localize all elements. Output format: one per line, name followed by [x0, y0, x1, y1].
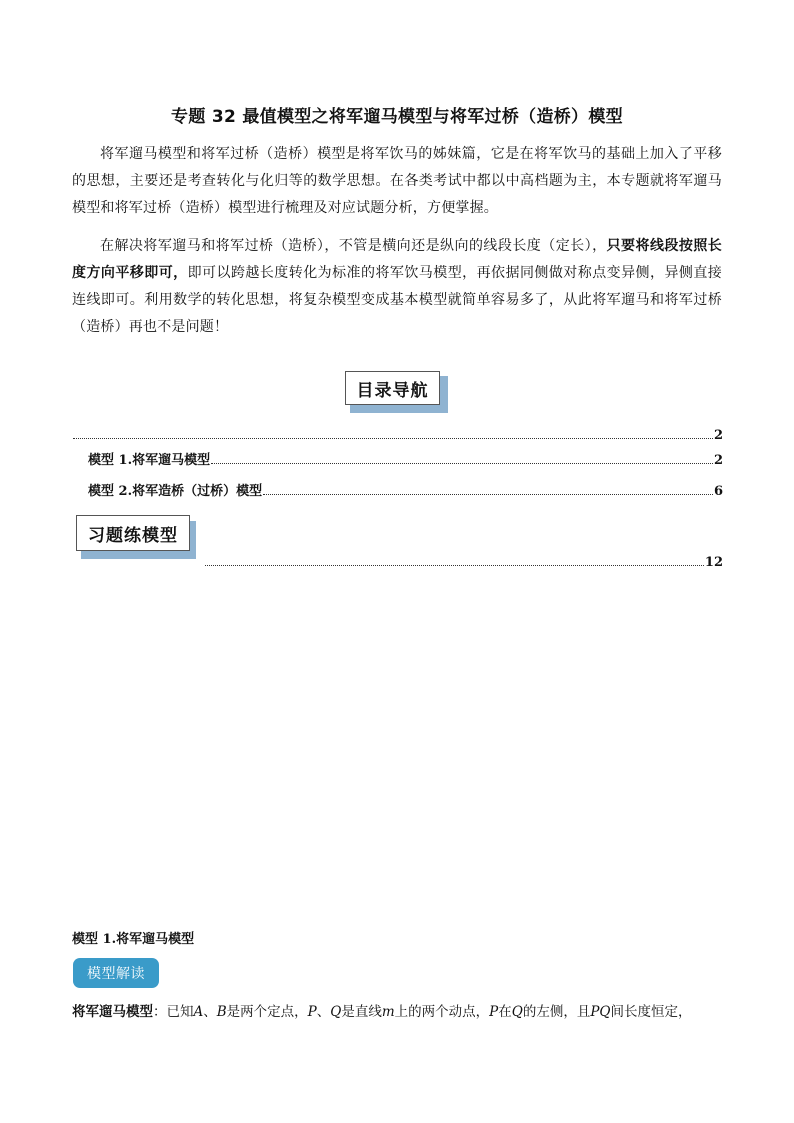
intro-paragraph-1: 将军遛马模型和将军过桥（造桥）模型是将军饮马的姊妹篇，它是在将军饮马的基础上加入了平移的思想，主要还是考查转化与化归等的数学思想。在各类考试中都以中高档题为主，本专题就将军遛马模型和将军过桥（造桥）模型进行梳理及对应试题分析，方便掌握。	[72, 146, 722, 216]
toc-practice-leader	[205, 565, 704, 566]
toc-entry-3-leader	[263, 494, 713, 495]
toc-entry-1-page: 2	[713, 428, 723, 443]
toc-entry-3[interactable]	[88, 479, 723, 499]
segment-pq: PQ	[590, 1004, 611, 1020]
definition-text: 是两个定点，	[226, 1004, 308, 1020]
point-p: P	[307, 1004, 317, 1020]
definition-lead: 将军遛马模型	[72, 1004, 153, 1020]
point-q: Q	[330, 1004, 342, 1020]
point-q: Q	[511, 1004, 523, 1020]
definition-text: 、	[203, 1004, 217, 1020]
line-m: m	[381, 1004, 395, 1020]
definition-text: ：已知	[153, 1004, 194, 1020]
practice-header-box	[76, 515, 196, 559]
definition-text: 间长度恒定，	[610, 1004, 692, 1020]
definition-text: 上的两个动点，	[394, 1004, 490, 1020]
practice-header: 习题练模型	[76, 515, 190, 551]
model-definition-line	[72, 1000, 732, 1020]
toc-entry-3-page: 6	[713, 484, 723, 499]
toc-entry-2-leader	[211, 463, 713, 464]
definition-text: 、	[316, 1004, 331, 1020]
intro-p2-emphasis: 只要将线段按照长度方向平移即可，	[72, 238, 722, 281]
model-tag: 模型解读	[73, 958, 159, 988]
section-heading: 模型 1.将军遛马模型	[72, 932, 195, 947]
point-p: P	[489, 1004, 499, 1020]
toc-practice-page: 12	[704, 555, 723, 570]
page-title: 专题 32 最值模型之将军遛马模型与将军过桥（造桥）模型	[171, 107, 623, 127]
toc-entry-practice[interactable]	[204, 550, 723, 570]
intro-paragraph-2	[72, 233, 722, 341]
definition-text: 在	[498, 1004, 512, 1020]
point-a: A	[193, 1004, 204, 1020]
toc-entry-2[interactable]	[88, 448, 723, 468]
toc-header-box	[345, 371, 447, 413]
toc-header: 目录导航	[345, 371, 440, 405]
point-b: B	[216, 1004, 227, 1020]
toc-entry-1[interactable]	[72, 423, 723, 443]
toc-entry-3-label: 模型 2.将军造桥（过桥）模型	[88, 484, 263, 499]
definition-text: 是直线	[341, 1004, 382, 1020]
intro-p2-text-b: 即可以跨越长度转化为标准的将军饮马模型，再依据同侧做对称点变异侧，异侧直接连线即可。利用数学的转化思想，将复杂模型变成基本模型就简单容易多了，从此将军遛马和将军过桥（造桥）再也不是问题！	[72, 265, 722, 335]
toc-entry-2-page: 2	[713, 453, 723, 468]
toc-entry-1-leader	[73, 438, 713, 439]
toc-entry-2-label: 模型 1.将军遛马模型	[88, 453, 211, 468]
definition-text: 的左侧，且	[522, 1004, 591, 1020]
intro-p2-text-a: 在解决将军遛马和将军过桥（造桥），不管是横向还是纵向的线段长度（定长），	[100, 238, 607, 254]
